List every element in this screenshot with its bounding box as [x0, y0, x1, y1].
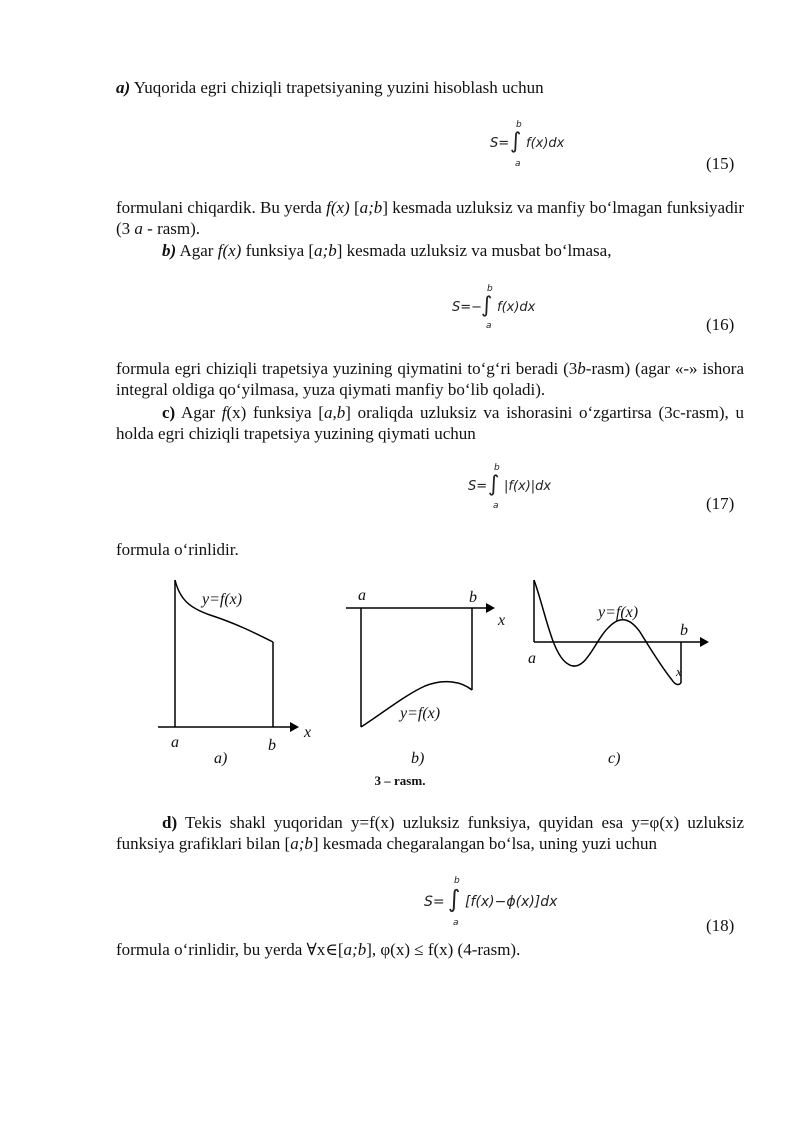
curve-f	[175, 580, 273, 642]
integral-sign: ∫	[448, 885, 461, 913]
formula-18-lhs: S=	[424, 894, 445, 910]
x-axis-arrow	[486, 603, 495, 613]
subfigure-label-b: b)	[411, 750, 425, 767]
paragraph-c-continued: formula o‘rinlidir.	[116, 540, 239, 559]
figure-caption: 3 – rasm.	[374, 773, 426, 788]
paragraph-a	[116, 77, 744, 98]
formula-18-upper-limit: b	[454, 876, 460, 886]
label-d: d)	[162, 813, 178, 832]
point-b-label: b	[268, 737, 276, 754]
formula-16	[452, 284, 562, 334]
formula-15-integrand: f(x)dx	[526, 136, 565, 151]
formula-17-integrand: |f(x)|dx	[504, 479, 552, 494]
formula-17-lhs: S=	[468, 479, 488, 494]
curve-label: y=f(x)	[400, 705, 441, 722]
integral-sign: ∫	[488, 472, 500, 497]
subfigure-label-c: c)	[608, 750, 621, 767]
point-a-label: a	[171, 734, 179, 751]
x-axis-label: x	[304, 724, 312, 741]
paragraph-b-continued: formula egri chiziqli trapetsiya yuzining qiymatini to‘g‘ri beradi (3b-rasm) (agar «-» ishora integral oldiga qo‘yilmasa, yuza qiymati manfiy bo‘lib qoladi).	[116, 359, 744, 399]
paragraph-d: d) Tekis shakl yuqoridan y=f(x) uzluksiz funksiya, quyidan esa y=φ(x) uzluksiz funksiya grafiklari bilan [a;b] kesmada chegaralangan bo‘lsa, uning yuzi uchun	[116, 813, 744, 853]
formula-18	[424, 876, 594, 932]
equation-number-16: (16)	[706, 315, 735, 334]
equation-number-17: (17)	[706, 494, 735, 513]
figure-3a	[158, 580, 311, 767]
point-b-label: b	[680, 622, 688, 639]
integral-sign: ∫	[481, 293, 493, 318]
formula-17	[468, 463, 578, 513]
paragraph-c: c) Agar f(x) funksiya [a,b] oraliqda uzluksiz va ishorasini o‘zgartirsa (3c-rasm), u holda egri chiziqli trapetsiya yuzining qiymati uchun	[116, 403, 745, 443]
formula-15-lower-limit: a	[515, 159, 521, 169]
label-a: a)	[116, 78, 131, 97]
x-axis-label: x	[498, 612, 506, 629]
equation-number-18: (18)	[706, 916, 735, 935]
point-a-label: a	[358, 587, 366, 604]
figure-3c	[528, 580, 709, 767]
x-axis-arrow	[290, 722, 299, 732]
paragraph-b: b) Agar f(x) funksiya [a;b] kesmada uzluksiz va musbat bo‘lmasa,	[162, 241, 612, 260]
formula-15-upper-limit: b	[516, 120, 522, 130]
x-axis-label: x	[676, 664, 682, 679]
curve-f	[534, 580, 681, 685]
formula-17-lower-limit: a	[493, 501, 499, 511]
paragraph-a-text: Yuqorida egri chiziqli trapetsiyaning yuzini hisoblash uchun	[133, 78, 544, 97]
subfigure-label-a: a)	[214, 750, 228, 767]
integral-sign: ∫	[510, 129, 522, 154]
label-b: b)	[162, 241, 177, 260]
formula-18-lower-limit: a	[453, 918, 459, 928]
formula-16-lhs: S=−	[452, 300, 483, 315]
formula-17-upper-limit: b	[494, 463, 500, 473]
formula-16-integrand: f(x)dx	[497, 300, 536, 315]
equation-number-15: (15)	[706, 154, 735, 173]
formula-15-lhs: S=	[490, 136, 510, 151]
x-axis-arrow	[700, 637, 709, 647]
formula-15	[490, 120, 590, 170]
formula-18-integrand: [f(x)−ϕ(x)]dx	[465, 894, 558, 910]
figure-3b	[346, 587, 505, 767]
point-b-label: b	[469, 589, 477, 606]
figure-3	[0, 570, 800, 770]
point-a-label: a	[528, 650, 536, 667]
label-c: c)	[162, 403, 176, 422]
curve-label: y=f(x)	[202, 591, 243, 608]
formula-16-upper-limit: b	[487, 284, 493, 294]
paragraph-a-continued: formulani chiqardik. Bu yerda f(x) [a;b] kesmada uzluksiz va manfiy bo‘lmagan funksiyadir (3 a - rasm).	[116, 198, 744, 238]
curve-label: y=f(x)	[598, 604, 639, 621]
formula-16-lower-limit: a	[486, 321, 492, 331]
paragraph-d-continued: formula o‘rinlidir, bu yerda ∀x∈[a;b], φ(x) ≤ f(x) (4-rasm).	[116, 940, 521, 959]
